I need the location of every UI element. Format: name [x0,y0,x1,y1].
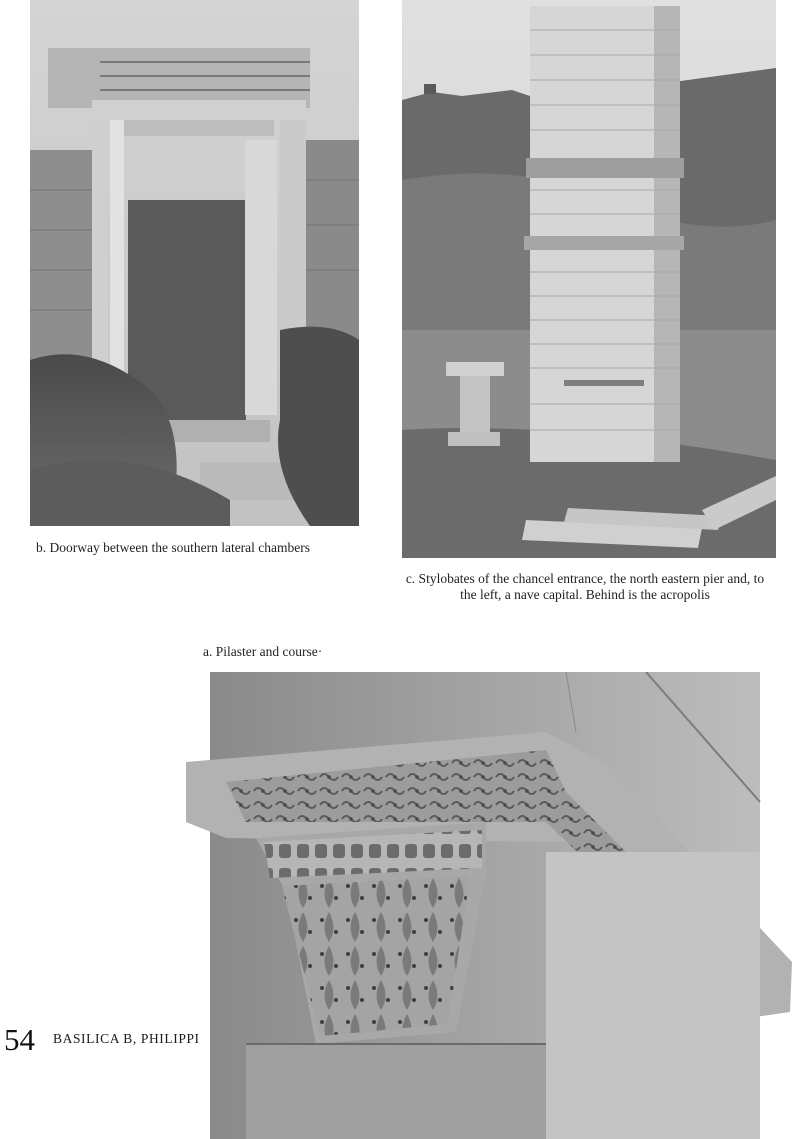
doorway-photo [30,0,359,526]
pier-photo [402,0,776,558]
running-head: BASILICA B, PHILIPPI [53,1031,200,1046]
pilaster-caption: a. Pilaster and course· [203,644,323,659]
pier-caption: c. Stylobates of the chancel entrance, the north eastern pier and, to the left, a nave capital. Behind is the acropolis [405,571,765,602]
doorway-caption: b. Doorway between the southern lateral chambers [36,540,311,555]
pilaster-photo [186,672,800,1139]
page-number: 54 [4,1022,35,1057]
